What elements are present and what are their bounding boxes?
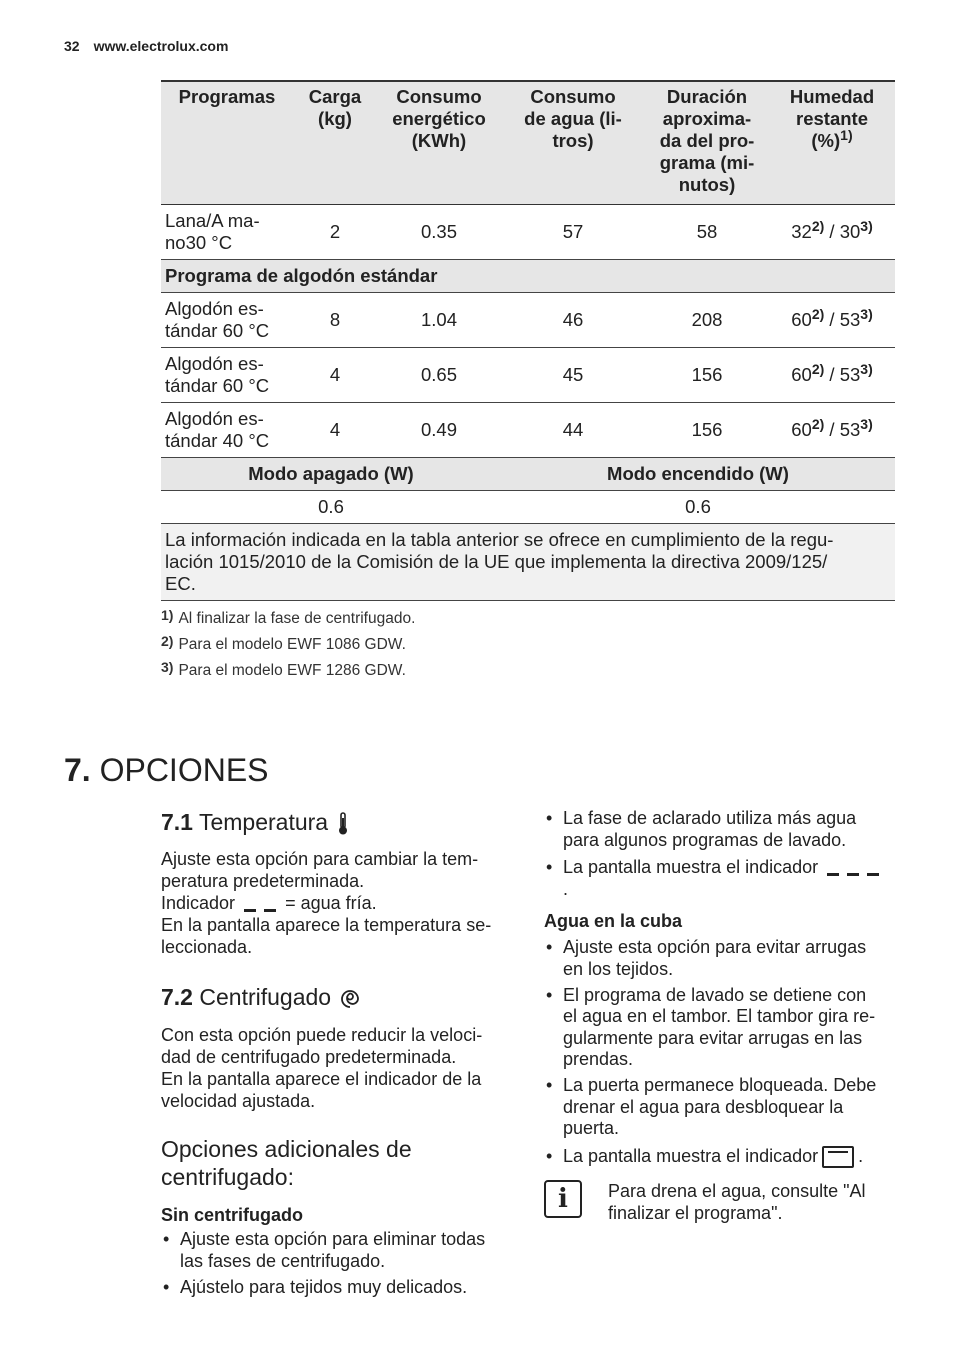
no-spin-title: Sin centrifugado	[161, 1205, 304, 1225]
table-row	[161, 293, 895, 348]
duration-cell: 156	[645, 403, 769, 458]
water-title: Agua en la cuba	[544, 911, 683, 931]
table-header-row	[161, 81, 895, 205]
table-row	[161, 205, 895, 260]
water-cell: 45	[501, 348, 645, 403]
program-cell: Algodón es- tándar 60 °C	[161, 348, 293, 403]
rinse-list	[544, 808, 900, 905]
energy-cell: 0.65	[377, 348, 501, 403]
no-spin-list	[161, 1229, 511, 1303]
col-header-agua: Consumo de agua (li- tros)	[501, 81, 645, 205]
load-cell: 8	[293, 293, 377, 348]
list-item: • La pantalla muestra el indicador .	[544, 857, 900, 900]
duration-cell: 208	[645, 293, 769, 348]
list-item: • La pantalla muestra el indicador .	[544, 1146, 900, 1168]
section-row	[161, 260, 895, 293]
load-cell: 4	[293, 348, 377, 403]
col-header-duracion: Duración aproxima- da del pro- grama (mi- nutos)	[645, 81, 769, 205]
water-cell: 57	[501, 205, 645, 260]
list-item: • Ajuste esta opción para eliminar todas las fases de centrifugado.	[161, 1229, 511, 1272]
info-text: La información indicada en la tabla anterior se ofrece en cumplimiento de la regu- lación 1015/2010 de la Comisión de la UE que implementa la directiva 2009/125/ EC.	[161, 524, 895, 601]
page-number: 32	[64, 38, 80, 54]
temperature-heading: 7.1 Temperatura	[161, 808, 350, 836]
col-header-humedad: Humedad restante (%)$^{1)}$	[769, 81, 895, 205]
dash-indicator	[264, 909, 276, 912]
col-header-energia: Consumo energético (KWh)	[377, 81, 501, 205]
list-item: • La puerta permanece bloqueada. Debe drenar el agua para desbloquear la puerta.	[544, 1075, 900, 1140]
extra-spin-heading: Opciones adicionales de centrifugado:	[161, 1136, 412, 1190]
list-item: • El programa de lavado se detiene con el agua en el tambor. El tambor gira re- gularmente para evitar arrugas en las prendas.	[544, 985, 900, 1071]
spec-table	[161, 80, 895, 601]
load-cell: 4	[293, 403, 377, 458]
dash-indicator	[827, 873, 839, 876]
duration-cell: 156	[645, 348, 769, 403]
humidity-cell: 60$^{2)}$ / 53$^{3)}$	[769, 403, 895, 458]
temperature-text: Ajuste esta opción para cambiar la tem- peratura predeterminada. Indicador = agua fría. En la pantalla aparece la temperatura se- leccionada.	[161, 849, 492, 957]
spin-icon	[339, 988, 361, 1010]
mode-value-row	[161, 491, 895, 524]
humidity-cell: 60$^{2)}$ / 53$^{3)}$	[769, 348, 895, 403]
mode-on-label: Modo encendido (W)	[501, 458, 895, 491]
humidity-cell: 60$^{2)}$ / 53$^{3)}$	[769, 293, 895, 348]
thermometer-icon	[336, 812, 350, 836]
col-header-carga: Carga (kg)	[293, 81, 377, 205]
dash-indicator	[867, 873, 879, 876]
water-list	[544, 937, 900, 1172]
section-heading: 7. OPCIONES	[64, 752, 269, 788]
mode-off-label: Modo apagado (W)	[161, 458, 501, 491]
program-cell: Algodón es- tándar 60 °C	[161, 293, 293, 348]
water-cell: 46	[501, 293, 645, 348]
footnote: 3) Para el modelo EWF 1286 GDW.	[161, 659, 406, 679]
info-icon: i	[544, 1180, 582, 1218]
mode-on-value: 0.6	[501, 491, 895, 524]
duration-cell: 58	[645, 205, 769, 260]
energy-cell: 0.35	[377, 205, 501, 260]
table-row	[161, 348, 895, 403]
footnote: 1) Al finalizar la fase de centrifugado.	[161, 607, 416, 627]
info-row	[161, 524, 895, 601]
drain-indicator-icon	[822, 1146, 854, 1168]
spin-heading: 7.2 Centrifugado	[161, 983, 361, 1011]
mode-header-row	[161, 458, 895, 491]
list-item: • La fase de aclarado utiliza más agua para algunos programas de lavado.	[544, 808, 900, 851]
table-row	[161, 403, 895, 458]
program-cell: Lana/A ma- no30 °C	[161, 205, 293, 260]
program-cell: Algodón es- tándar 40 °C	[161, 403, 293, 458]
humidity-cell: 32$^{2)}$ / 30$^{3)}$	[769, 205, 895, 260]
section-label: Programa de algodón estándar	[161, 260, 895, 293]
water-cell: 44	[501, 403, 645, 458]
note-text: Para drena el agua, consulte "Al finalizar el programa".	[608, 1181, 866, 1223]
energy-cell: 1.04	[377, 293, 501, 348]
list-item: • Ajústelo para tejidos muy delicados.	[161, 1277, 511, 1299]
load-cell: 2	[293, 205, 377, 260]
spin-text: Con esta opción puede reducir la veloci- dad de centrifugado predeterminada. En la pantalla aparece el indicador de la velocidad ajustada.	[161, 1025, 483, 1111]
site-url: www.electrolux.com	[93, 38, 229, 54]
footnote: 2) Para el modelo EWF 1086 GDW.	[161, 633, 406, 653]
page-header	[64, 38, 228, 54]
col-header-programas: Programas	[161, 81, 293, 205]
mode-off-value: 0.6	[161, 491, 501, 524]
energy-cell: 0.49	[377, 403, 501, 458]
dash-indicator	[244, 909, 256, 912]
dash-indicator	[847, 873, 859, 876]
list-item: • Ajuste esta opción para evitar arrugas en los tejidos.	[544, 937, 900, 980]
